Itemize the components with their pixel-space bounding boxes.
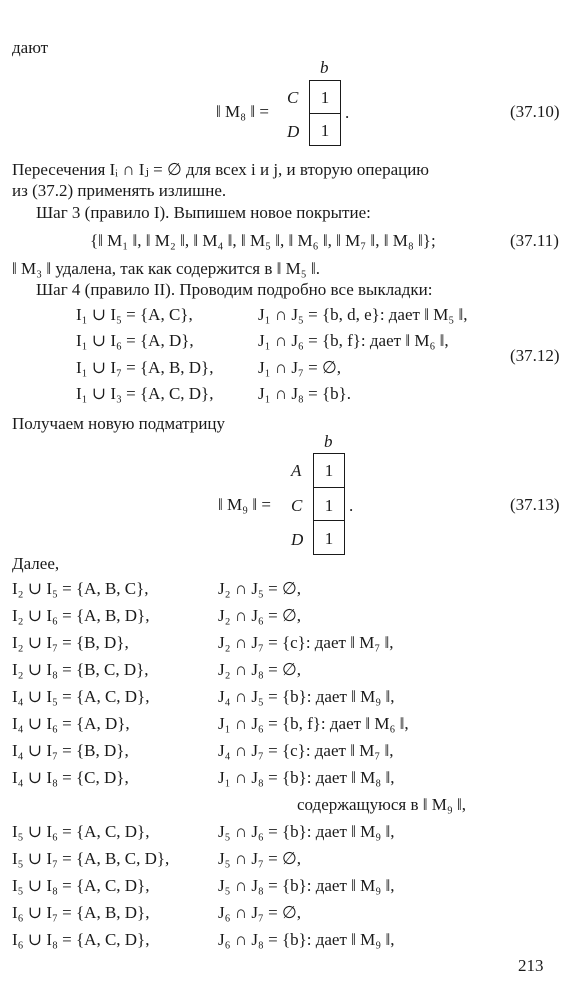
list-right: J₅ ∩ J₆ = {b}: дает ‖ M₉ ‖, — [218, 822, 395, 841]
list-right: J₂ ∩ J₇ = {c}: дает ‖ M₇ ‖, — [218, 633, 394, 652]
list-right: J₂ ∩ J₅ = ∅, — [218, 579, 302, 598]
list-right: J₅ ∩ J₈ = {b}: дает ‖ M₉ ‖, — [218, 876, 395, 895]
list-right: J₆ ∩ J₇ = ∅, — [218, 903, 302, 922]
list-right: J₆ ∩ J₈ = {b}: дает ‖ M₉ ‖, — [218, 930, 395, 949]
list-continuation: содержащуюся в ‖ M₉ ‖, — [297, 795, 467, 814]
equation-number: (37.13) — [510, 495, 560, 514]
eq-37-12-right: J₁ ∩ J₇ = ∅, — [258, 358, 342, 377]
paragraph-line: Пересечения Iᵢ ∩ Iⱼ = ∅ для всех i и j, и вторую операцию — [12, 160, 430, 179]
eq-37-12-right: J₁ ∩ J₈ = {b}. — [258, 384, 352, 403]
eq-37-12-right: J₁ ∩ J₆ = {b, f}: дает ‖ M₆ ‖, — [258, 331, 449, 350]
matrix-m8-row-label: D — [287, 122, 300, 141]
matrix-cell: 1 — [320, 121, 330, 140]
eq-37-12-left: I₁ ∪ I₃ = {A, C, D}, — [76, 384, 214, 403]
matrix-m9-column — [313, 453, 345, 555]
list-left: I₄ ∪ I₆ = {A, D}, — [12, 714, 130, 733]
list-left: I₂ ∪ I₅ = {A, B, C}, — [12, 579, 149, 598]
list-left: I₂ ∪ I₇ = {B, D}, — [12, 633, 129, 652]
eq-37-12-left: I₁ ∪ I₆ = {A, D}, — [76, 331, 194, 350]
list-right: J₂ ∩ J₈ = ∅, — [218, 660, 302, 679]
matrix-m9-row-label: D — [291, 530, 304, 549]
list-left: I₄ ∪ I₇ = {B, D}, — [12, 741, 129, 760]
list-left: I₆ ∪ I₈ = {A, C, D}, — [12, 930, 150, 949]
list-right: J₅ ∩ J₇ = ∅, — [218, 849, 302, 868]
paragraph-line: из (37.2) применять излишне. — [12, 181, 227, 200]
list-left: I₄ ∪ I₅ = {A, C, D}, — [12, 687, 150, 706]
matrix-m9-col-label: b — [324, 432, 333, 451]
matrix-m9-lhs: ‖ M₉ ‖ = — [218, 495, 271, 514]
equation-37-11: {‖ M₁ ‖, ‖ M₂ ‖, ‖ M₄ ‖, ‖ M₅ ‖, ‖ M₆ ‖, ‖ M₇ ‖, ‖ M₈ ‖}; — [90, 231, 436, 250]
list-left: I₂ ∪ I₈ = {B, C, D}, — [12, 660, 149, 679]
removed-line: ‖ M₃ ‖ удалена, так как содержится в ‖ M₅ ‖. — [12, 259, 320, 278]
equation-number: (37.11) — [510, 231, 559, 250]
further-line: Далее, — [12, 554, 60, 573]
step-3-line: Шаг 3 (правило I). Выпишем новое покрытие: — [36, 203, 371, 222]
eq-37-12-right: J₁ ∩ J₅ = {b, d, e}: дает ‖ M₅ ‖, — [258, 305, 468, 324]
eq-37-12-left: I₁ ∪ I₇ = {A, B, D}, — [76, 358, 214, 377]
matrix-m8-lhs: ‖ M₈ ‖ = — [216, 102, 269, 121]
matrix-m9-row-label: A — [291, 461, 302, 480]
matrix-m8-row-label: C — [287, 88, 299, 107]
equation-number: (37.10) — [510, 102, 560, 121]
list-left: I₅ ∪ I₇ = {A, B, C, D}, — [12, 849, 170, 868]
intro-word: дают — [12, 38, 49, 57]
list-left: I₅ ∪ I₆ = {A, C, D}, — [12, 822, 150, 841]
new-submatrix-line: Получаем новую подматрицу — [12, 414, 226, 433]
matrix-m8-column — [309, 80, 341, 146]
matrix-m9-row-label: C — [291, 496, 303, 515]
step-4-line: Шаг 4 (правило II). Проводим подробно все выкладки: — [36, 280, 433, 299]
matrix-cell: 1 — [324, 496, 334, 515]
list-left: I₅ ∪ I₈ = {A, C, D}, — [12, 876, 150, 895]
list-left: I₂ ∪ I₆ = {A, B, D}, — [12, 606, 150, 625]
matrix-m8-col-label: b — [320, 58, 329, 77]
equation-number: (37.12) — [510, 346, 560, 365]
matrix-cell: 1 — [324, 529, 334, 548]
list-right: J₂ ∩ J₆ = ∅, — [218, 606, 302, 625]
page-number: 213 — [518, 956, 544, 975]
matrix-cell: 1 — [320, 88, 330, 107]
list-right: J₁ ∩ J₈ = {b}: дает ‖ M₈ ‖, — [218, 768, 395, 787]
list-right: J₄ ∩ J₅ = {b}: дает ‖ M₉ ‖, — [218, 687, 395, 706]
list-left: I₆ ∪ I₇ = {A, B, D}, — [12, 903, 150, 922]
matrix-cell: 1 — [324, 461, 334, 480]
eq-37-12-left: I₁ ∪ I₅ = {A, C}, — [76, 305, 193, 324]
list-right: J₁ ∩ J₆ = {b, f}: дает ‖ M₆ ‖, — [218, 714, 409, 733]
list-right: J₄ ∩ J₇ = {c}: дает ‖ M₇ ‖, — [218, 741, 394, 760]
list-left: I₄ ∪ I₈ = {C, D}, — [12, 768, 129, 787]
